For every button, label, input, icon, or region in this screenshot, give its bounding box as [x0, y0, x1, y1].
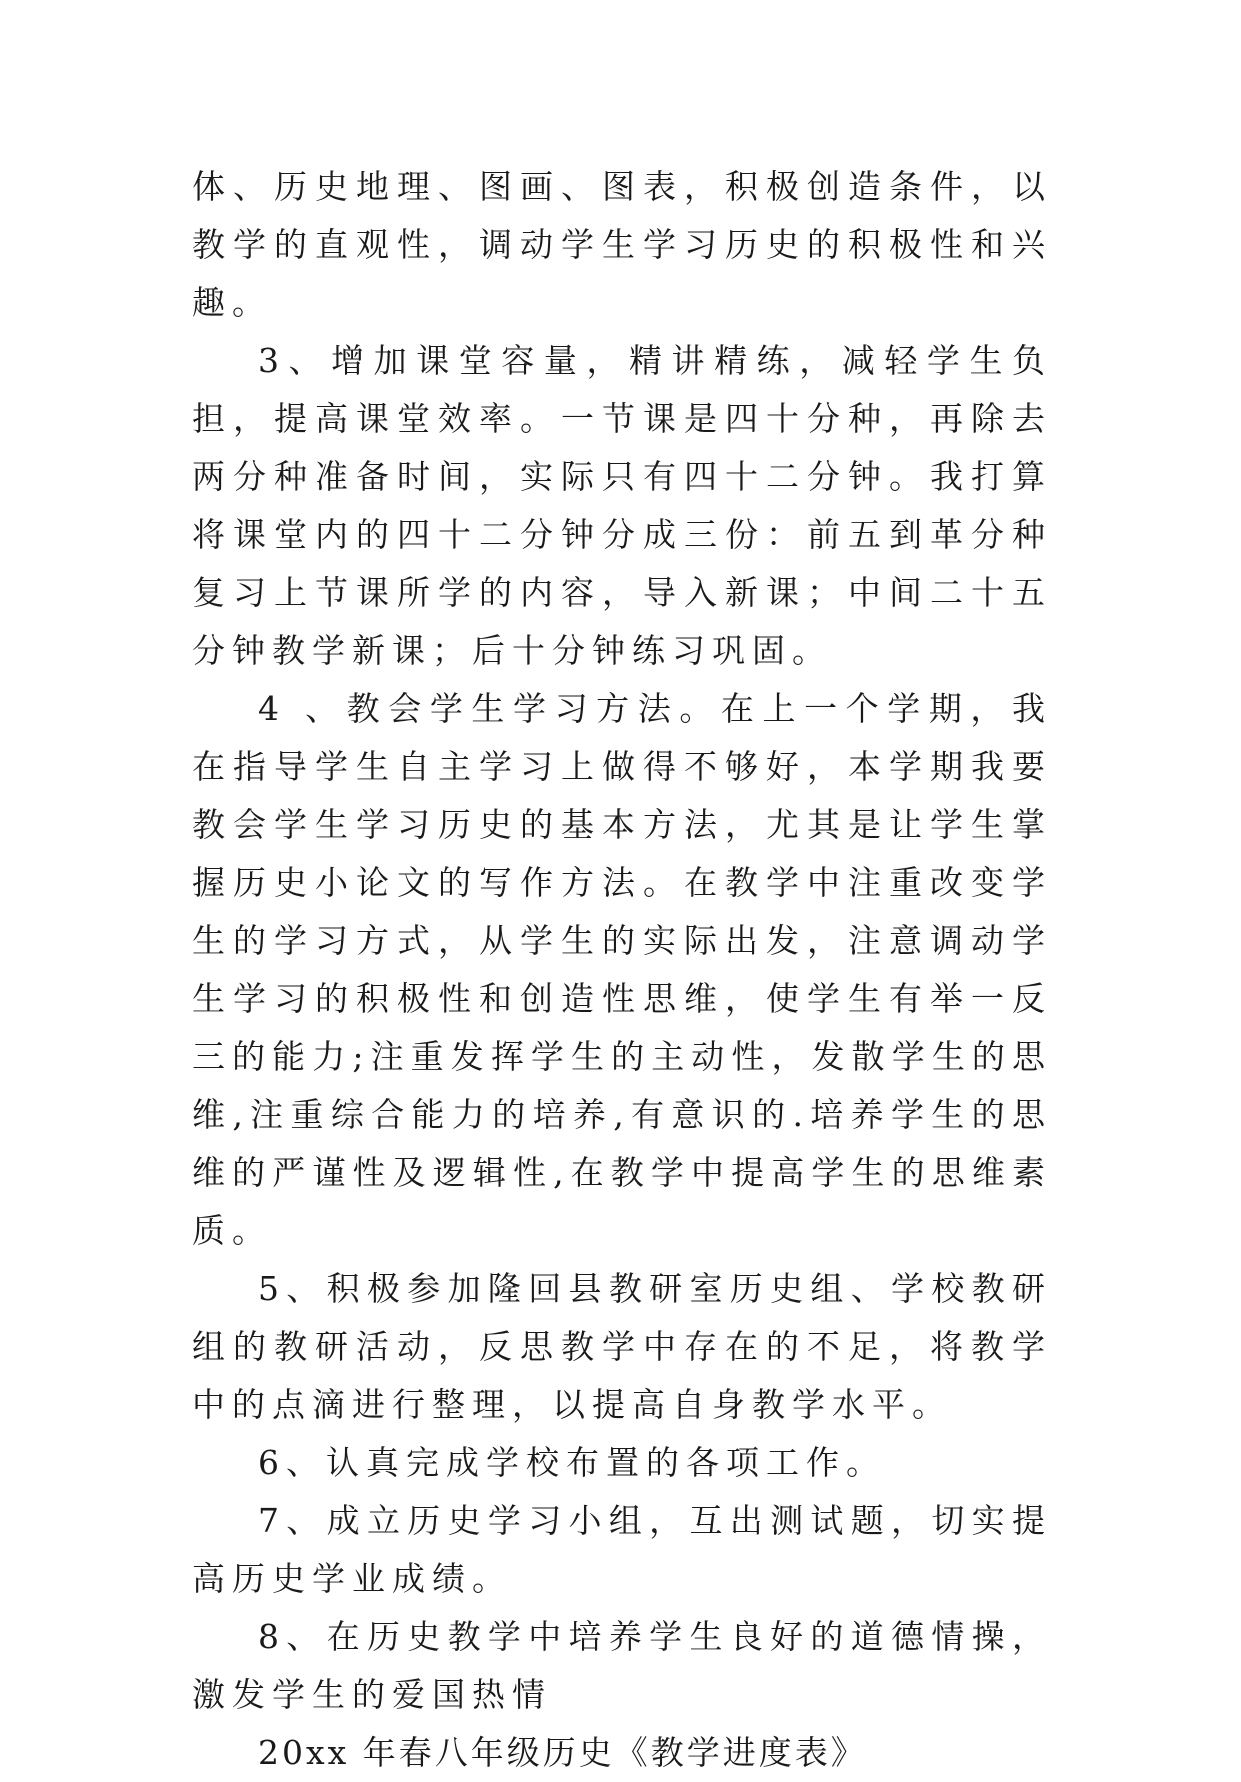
paragraph-item-7: 7、成立历史学习小组，互出测试题，切实提高历史学业成绩。: [192, 1501, 1052, 1598]
paragraph-item-4: 4 、教会学生学习方法。在上一个学期，我在指导学生自主学习上做得不够好，本学期我要教会学生学习历史的基本方法，尤其是让学生掌握历史小论文的写作方法。在教学中注重改变学生的学习方式，从学生的实际出发，注意调动学生学习的积极性和创造性思维，使学生有举一反三的能力;注重发挥学生的主动性，发散学生的思维,注重综合能力的培养,有意识的.培养学生的思维的严谨性及逻辑性,在教学中提高学生的思维素质。: [192, 689, 1052, 1250]
paragraph-continuation: 体、历史地理、图画、图表，积极创造条件，以教学的直观性，调动学生学习历史的积极性和兴趣。: [192, 167, 1052, 322]
paragraph-item-3: 3、增加课堂容量，精讲精练，减轻学生负担，提高课堂效率。一节课是四十分种，再除去两分种准备时间，实际只有四十二分钟。我打算将课堂内的四十二分钟分成三份：前五到革分种复习上节课所学的内容，导入新课；中间二十五分钟教学新课；后十分钟练习巩固。: [192, 341, 1052, 670]
paragraph-item-5: 5、积极参加隆回县教研室历史组、学校教研组的教研活动，反思教学中存在的不足，将教学中的点滴进行整理，以提高自身教学水平。: [192, 1269, 1052, 1424]
paragraph-item-6: 6、认真完成学校布置的各项工作。: [258, 1443, 886, 1482]
paragraph-item-8: 8、在历史教学中培养学生良好的道德情操，激发学生的爱国热情: [192, 1617, 1052, 1714]
document-body: [192, 158, 1052, 1782]
schedule-title: 20xx 年春八年级历史《教学进度表》: [258, 1733, 867, 1772]
